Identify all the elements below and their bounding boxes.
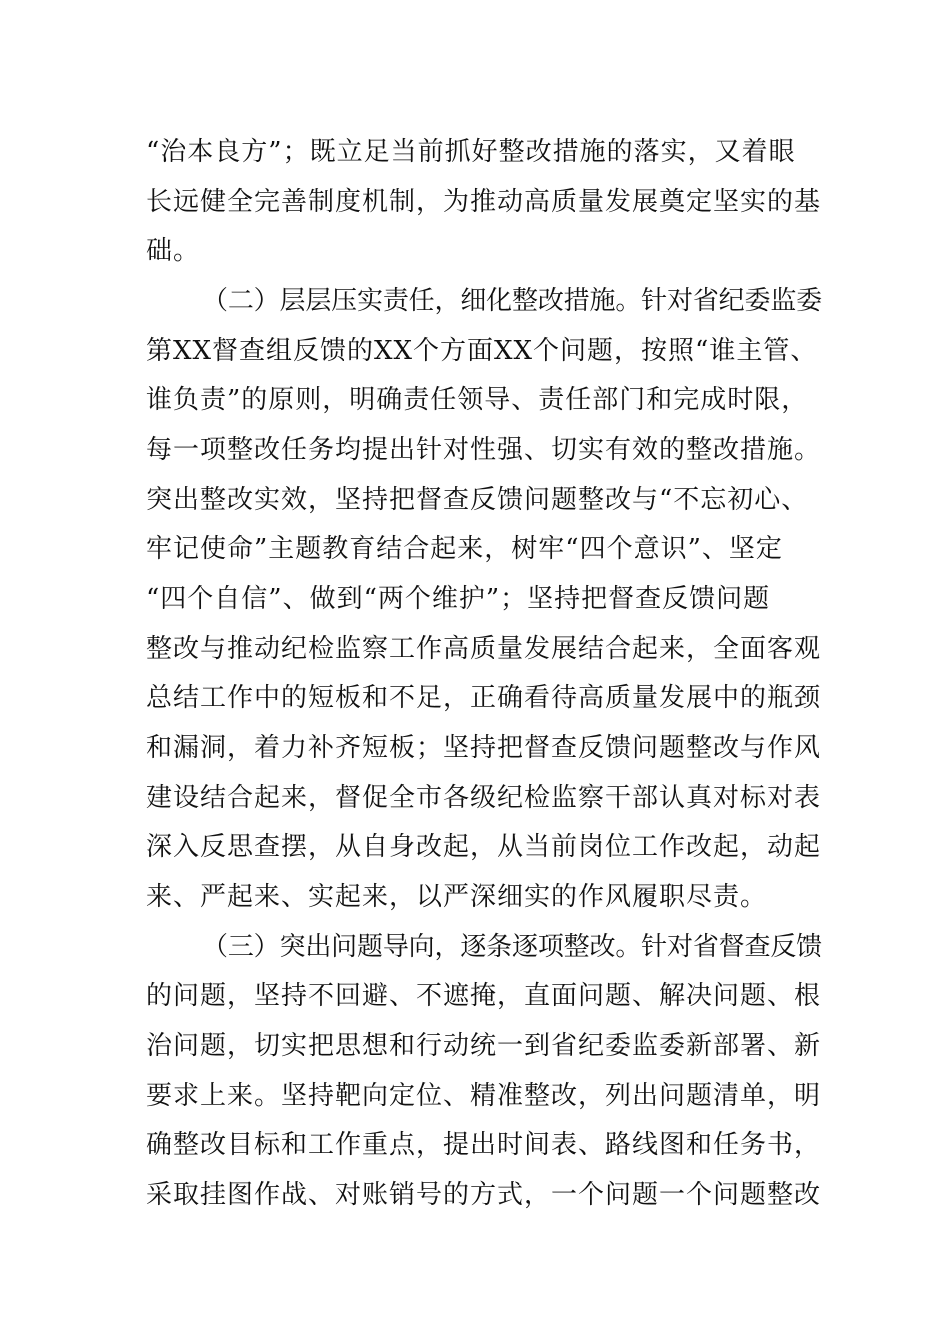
- text-line: 谁负责”的原则，明确责任领导、责任部门和完成时限，: [146, 385, 809, 415]
- text-line: 每一项整改任务均提出针对性强、切实有效的整改措施。: [146, 435, 822, 465]
- text-line: 的问题，坚持不回避、不遮掩，直面问题、解决问题、根: [146, 981, 822, 1011]
- text-line: 要求上来。坚持靶向定位、精准整改，列出问题清单，明: [146, 1081, 822, 1111]
- paragraph-start-line: （三）突出问题导向，逐条逐项整改。针对省督查反馈: [202, 932, 823, 962]
- text-line: “四个自信”、做到“两个维护”；坚持把督查反馈问题: [146, 584, 771, 614]
- text-line: 整改与推动纪检监察工作高质量发展结合起来，全面客观: [146, 634, 822, 664]
- text-line: 采取挂图作战、对账销号的方式，一个问题一个问题整改: [146, 1180, 822, 1210]
- text-line: 确整改目标和工作重点，提出时间表、路线图和任务书，: [146, 1130, 822, 1160]
- text-line: 第XX督查组反馈的XX个方面XX个问题，按照“谁主管、: [146, 336, 818, 366]
- text-line: “治本良方”；既立足当前抓好整改措施的落实，又着眼: [146, 137, 796, 167]
- text-line: 深入反思查摆，从自身改起，从当前岗位工作改起，动起: [146, 832, 822, 862]
- text-line: 突出整改实效，坚持把督查反馈问题整改与“不忘初心、: [146, 485, 809, 515]
- text-line: 治问题，切实把思想和行动统一到省纪委监委新部署、新: [146, 1031, 822, 1061]
- paragraph-start-line: （二）层层压实责任，细化整改措施。针对省纪委监委: [202, 286, 823, 316]
- text-line: 长远健全完善制度机制，为推动高质量发展奠定坚实的基: [146, 187, 822, 217]
- text-line: 来、严起来、实起来，以严深细实的作风履职尽责。: [146, 882, 768, 912]
- text-line: 和漏洞，着力补齐短板；坚持把督查反馈问题整改与作风: [146, 733, 822, 763]
- text-line: 建设结合起来，督促全市各级纪检监察干部认真对标对表: [146, 783, 822, 813]
- text-line: 牢记使命”主题教育结合起来，树牢“四个意识”、坚定: [146, 534, 783, 564]
- text-line: 总结工作中的短板和不足，正确看待高质量发展中的瓶颈: [146, 683, 822, 713]
- text-line: 础。: [146, 236, 201, 266]
